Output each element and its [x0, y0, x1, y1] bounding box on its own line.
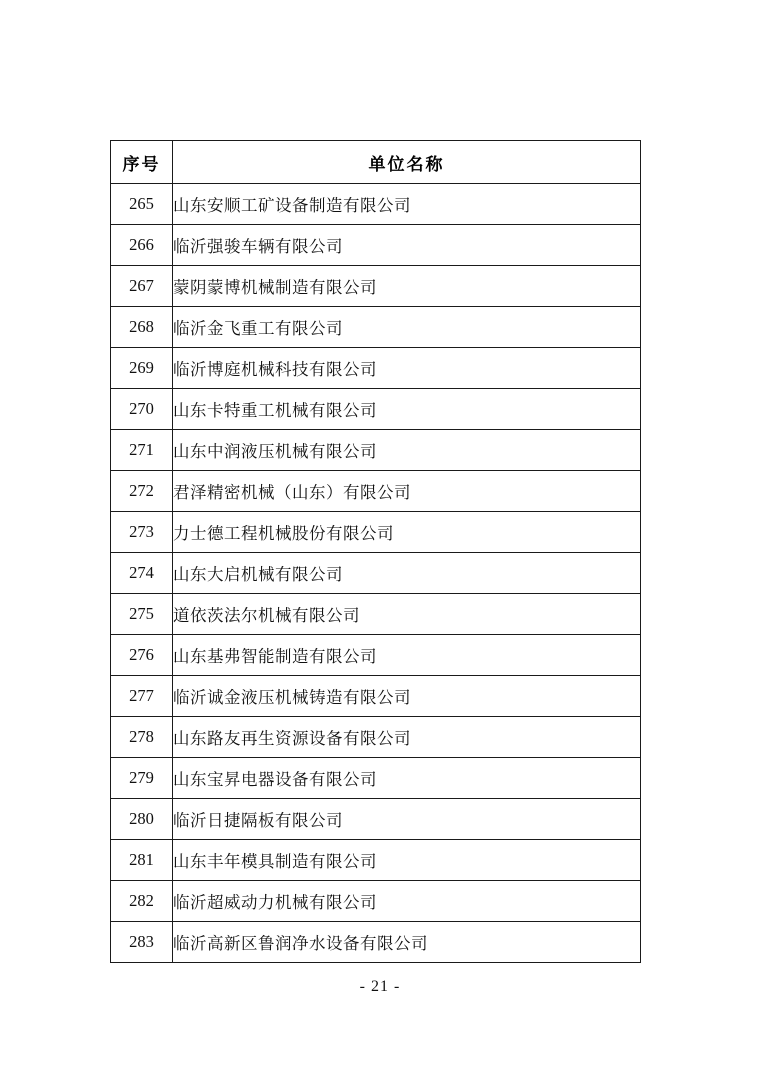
row-company-name: 力士德工程机械股份有限公司 [173, 512, 641, 553]
row-number: 280 [111, 799, 173, 840]
row-company-name: 山东丰年模具制造有限公司 [173, 840, 641, 881]
table-row [111, 307, 641, 348]
table-row [111, 348, 641, 389]
row-number: 274 [111, 553, 173, 594]
row-number: 273 [111, 512, 173, 553]
table-row [111, 676, 641, 717]
row-company-name: 山东卡特重工机械有限公司 [173, 389, 641, 430]
table-row [111, 184, 641, 225]
table-row [111, 471, 641, 512]
row-number: 268 [111, 307, 173, 348]
table-header-row [111, 141, 641, 184]
row-company-name: 山东大启机械有限公司 [173, 553, 641, 594]
row-company-name: 道依茨法尔机械有限公司 [173, 594, 641, 635]
document-body [110, 140, 640, 963]
row-company-name: 临沂博庭机械科技有限公司 [173, 348, 641, 389]
table-row [111, 881, 641, 922]
column-header-no: 序号 [111, 141, 173, 184]
row-company-name: 山东宝昇电器设备有限公司 [173, 758, 641, 799]
row-company-name: 临沂日捷隔板有限公司 [173, 799, 641, 840]
column-header-name: 单位名称 [173, 141, 641, 184]
table-row [111, 553, 641, 594]
row-number: 266 [111, 225, 173, 266]
row-company-name: 蒙阴蒙博机械制造有限公司 [173, 266, 641, 307]
row-number: 269 [111, 348, 173, 389]
table-row [111, 922, 641, 963]
row-number: 279 [111, 758, 173, 799]
row-number: 270 [111, 389, 173, 430]
row-company-name: 临沂高新区鲁润净水设备有限公司 [173, 922, 641, 963]
row-company-name: 山东路友再生资源设备有限公司 [173, 717, 641, 758]
row-number: 281 [111, 840, 173, 881]
row-number: 275 [111, 594, 173, 635]
row-number: 278 [111, 717, 173, 758]
row-number: 271 [111, 430, 173, 471]
table-row [111, 594, 641, 635]
table-row [111, 225, 641, 266]
row-number: 267 [111, 266, 173, 307]
row-company-name: 山东中润液压机械有限公司 [173, 430, 641, 471]
row-company-name: 临沂诚金液压机械铸造有限公司 [173, 676, 641, 717]
row-company-name: 山东安顺工矿设备制造有限公司 [173, 184, 641, 225]
row-number: 277 [111, 676, 173, 717]
row-company-name: 君泽精密机械（山东）有限公司 [173, 471, 641, 512]
table-row [111, 512, 641, 553]
table-row [111, 799, 641, 840]
row-number: 265 [111, 184, 173, 225]
company-listing-table [110, 140, 641, 963]
table-body [111, 184, 641, 963]
row-company-name: 临沂金飞重工有限公司 [173, 307, 641, 348]
row-company-name: 临沂强骏车辆有限公司 [173, 225, 641, 266]
page-number: - 21 - [359, 978, 401, 995]
row-number: 272 [111, 471, 173, 512]
table-row [111, 840, 641, 881]
table-row [111, 717, 641, 758]
row-company-name: 山东基弗智能制造有限公司 [173, 635, 641, 676]
row-number: 282 [111, 881, 173, 922]
row-company-name: 临沂超威动力机械有限公司 [173, 881, 641, 922]
table-row [111, 758, 641, 799]
table-row [111, 266, 641, 307]
row-number: 283 [111, 922, 173, 963]
row-number: 276 [111, 635, 173, 676]
table-header [111, 141, 641, 184]
table-row [111, 635, 641, 676]
table-row [111, 430, 641, 471]
table-row [111, 389, 641, 430]
